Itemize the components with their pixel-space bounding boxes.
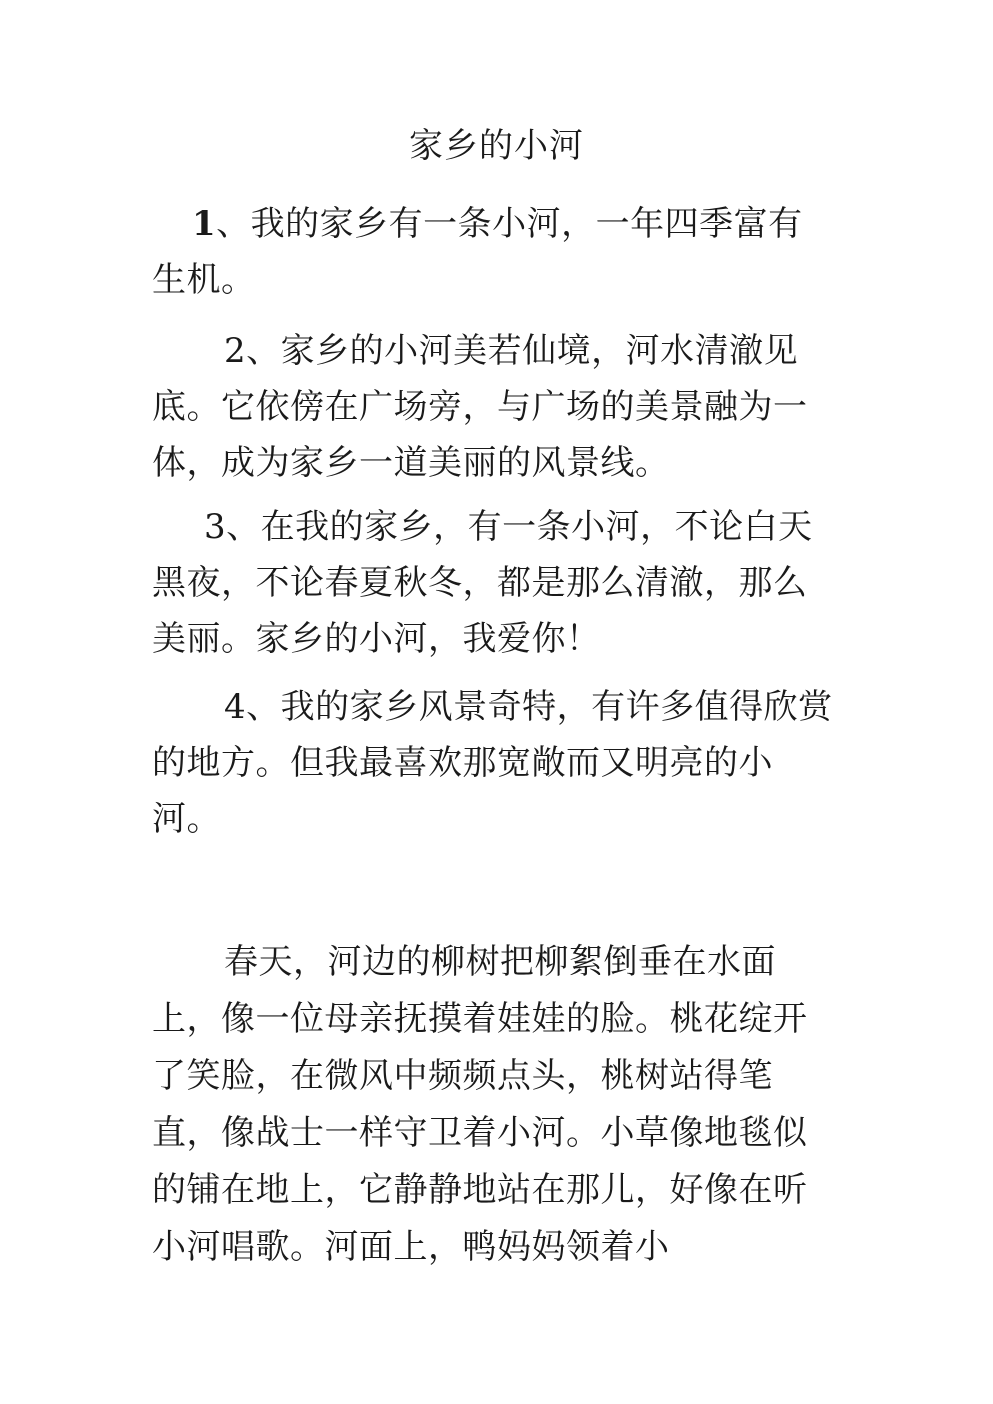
paragraph-1-text: 、我的家乡有一条小河，一年四季富有生机。 — [152, 204, 803, 300]
document-title: 家乡的小河 — [409, 126, 584, 166]
paragraph-4-number: 4 — [224, 687, 247, 727]
body-paragraph: 春天，河边的柳树把柳絮倒垂在水面上，像一位母亲抚摸着娃娃的脸。桃花绽开了笑脸，在微风中频频点头，桃树站得笔直，像战士一样守卫着小河。小草像地毯似的铺在地上，它静静地站在那儿，好像在听小河唱歌。河面上，鸭妈妈领着小 — [152, 942, 808, 1267]
paragraph-4 — [152, 679, 834, 847]
paragraph-3 — [152, 499, 834, 667]
paragraph-2 — [152, 323, 834, 491]
paragraph-2-text: 、家乡的小河美若仙境，河水清澈见底。它依傍在广场旁，与广场的美景融为一体，成为家乡一道美丽的风景线。 — [152, 331, 808, 483]
paragraph-1-number: 1 — [192, 204, 217, 244]
paragraph-1 — [152, 196, 834, 308]
paragraph-4-text: 、我的家乡风景奇特，有许多值得欣赏的地方。但我最喜欢那宽敞而又明亮的小河。 — [152, 687, 833, 839]
paragraph-3-text: 、在我的家乡，有一条小河，不论白天黑夜，不论春夏秋冬，都是那么清澈，那么美丽。家乡的小河，我爱你！ — [152, 507, 813, 659]
paragraph-3-number: 3 — [204, 507, 227, 547]
paragraph-2-number: 2 — [224, 331, 247, 371]
